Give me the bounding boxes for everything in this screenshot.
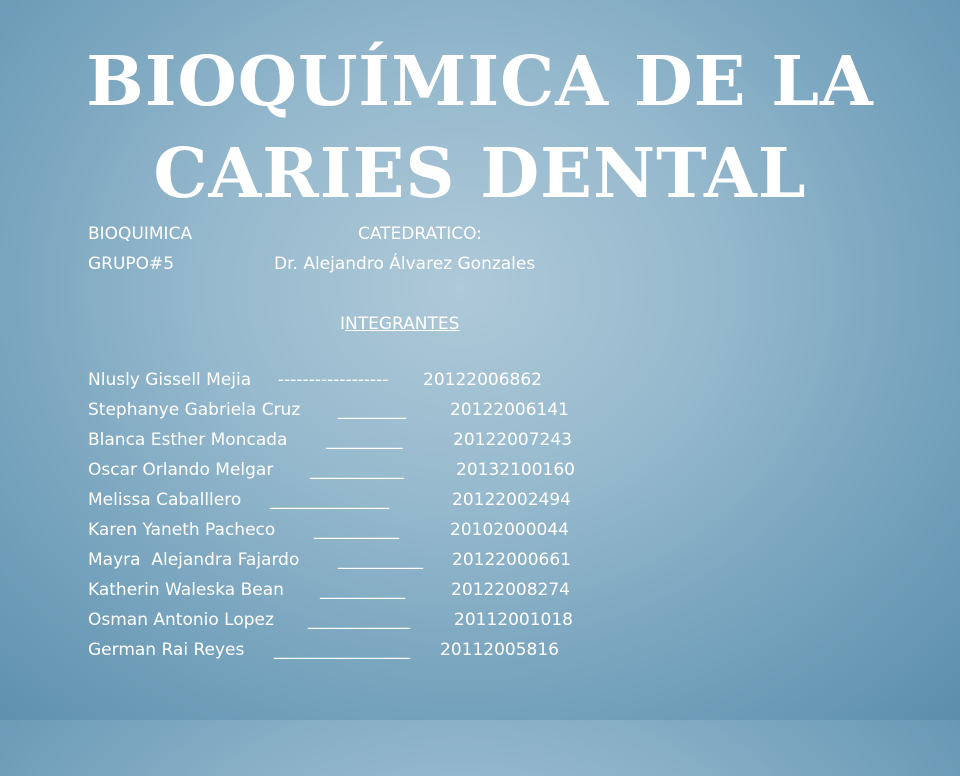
member-name: Karen Yaneth Pacheco	[88, 520, 276, 540]
member-id: 20122006862	[423, 370, 542, 390]
group-name: GRUPO#5	[88, 254, 175, 274]
members-heading-initial: I	[340, 314, 346, 334]
member-separator: ------------------	[278, 370, 389, 390]
course-name: BIOQUIMICA	[88, 224, 193, 244]
member-name: German Rai Reyes	[88, 640, 250, 660]
member-id: 20112005816	[440, 640, 559, 660]
member-name: Nlusly Gissell Mejia	[88, 370, 252, 390]
member-separator: _________	[326, 430, 403, 450]
list-item	[88, 636, 888, 664]
member-id: 20102000044	[450, 520, 569, 540]
list-item	[88, 366, 888, 394]
member-name: Oscar Orlando Melgar	[88, 460, 274, 480]
title-line-1: BIOQUÍMICA DE LA	[86, 42, 874, 122]
member-name: Katherin Waleska Bean	[88, 580, 284, 600]
member-id: 20122002494	[452, 490, 571, 510]
member-separator: __________	[320, 580, 405, 600]
member-separator: ________	[338, 400, 406, 420]
title-line-2: CARIES DENTAL	[153, 134, 807, 214]
member-id: 20122007243	[453, 430, 572, 450]
member-separator: ________________	[274, 640, 410, 660]
member-name: Blanca Esther Moncada	[88, 430, 288, 450]
list-item	[88, 606, 888, 634]
members-heading-underlined: NTEGRANTES	[345, 314, 460, 334]
list-item	[88, 546, 888, 574]
member-separator: __________	[314, 520, 399, 540]
member-separator: __________	[338, 550, 423, 570]
member-separator: ___________	[310, 460, 404, 480]
member-id: 20132100160	[456, 460, 575, 480]
member-name: Melissa Caballlero	[88, 490, 242, 510]
member-id: 20112001018	[454, 610, 573, 630]
member-name: Mayra Alejandra Fajardo	[88, 550, 300, 570]
list-item	[88, 486, 888, 514]
catedratico-label: CATEDRATICO:	[358, 224, 482, 244]
member-id: 20122008274	[451, 580, 570, 600]
member-separator: ______________	[270, 490, 389, 510]
member-id: 20122000661	[452, 550, 571, 570]
member-separator: ____________	[308, 610, 410, 630]
list-item	[88, 426, 888, 454]
member-name: Stephanye Gabriela Cruz	[88, 400, 301, 420]
member-name: Osman Antonio Lopez	[88, 610, 274, 630]
member-id: 20122006141	[450, 400, 569, 420]
list-item	[88, 396, 888, 424]
slide-title	[0, 36, 960, 220]
members-heading	[340, 310, 459, 338]
list-item	[88, 456, 888, 484]
professor-name: Dr. Alejandro Álvarez Gonzales	[274, 254, 536, 274]
list-item	[88, 576, 888, 604]
list-item	[88, 516, 888, 544]
